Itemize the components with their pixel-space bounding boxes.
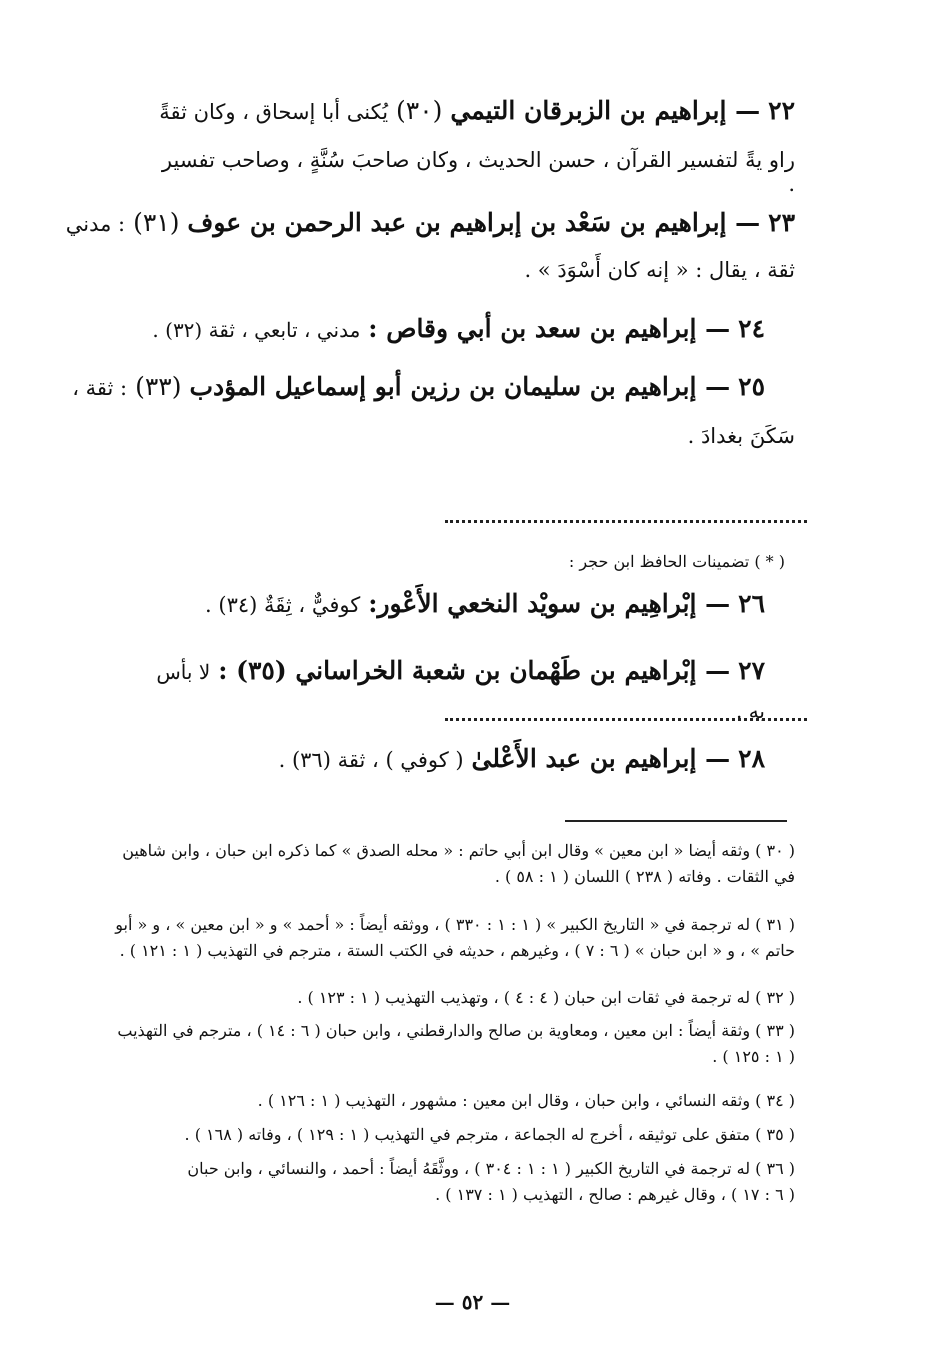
entry-text: : مدني <box>65 212 126 236</box>
entry-number: ٢٨ <box>738 744 765 773</box>
entry-22: ٢٢ — إبراهيم بن الزبرقان التيمي (٣٠) يُكنى أبا إسحاق ، وكان ثقةً <box>159 96 795 125</box>
entry-25: ٢٥ — إبراهيم بن سليمان بن رزين أبو إسماعيل المؤدب (٣٣) : ثقة ، <box>72 372 765 401</box>
entry-name: إبْراهِيم بن سويْد النخعي الأَعْور: <box>368 589 697 618</box>
entry-text: كوفيٌّ ، ثِقَةٌ (٣٤) . <box>205 593 361 617</box>
entry-name: إبراهيم بن سعد بن أبي وقاص : <box>368 314 697 343</box>
entry-ref: (٣٣) <box>135 372 182 401</box>
entry-27: ٢٧ — إبْراهيم بن طَهْمان بن شعبة الخراساني (٣٥) : لا بأس به . <box>156 656 765 723</box>
footnote-31: ( ٣١ ) له ترجمة في « التاريخ الكبير » ( ١ : ١ : ٣٣٠ ) ، ووثقه أيضاً : « أحمد » و « ابن معين » ، و « أبو حاتم » ، و « ابن حبان » ( ٦ : ٧ ) ، وغيرهم ، حديثه في الكتب الستة ، مترجم في التهذيب ( ١ : ١٢١ ) . <box>115 915 795 960</box>
footnote-36: ( ٣٦ ) له ترجمة في التاريخ الكبير ( ١ : ١ : ٣٠٤ ) ، ووثَّقَهُ أيضاً : أحمد ، والنسائي ، وابن حبان ( ٦ : ١٧ ) ، وقال غيرهم : صالح ، التهذيب ( ١ : ١٣٧ ) . <box>187 1159 795 1204</box>
entry-text: ( كوفي ) ، ثقة (٣٦) . <box>278 748 464 772</box>
entry-ref: (٣٠) <box>396 96 443 125</box>
entry-text: يُكنى أبا إسحاق ، وكان ثقةً <box>159 100 389 124</box>
entry-text: : ثقة ، <box>72 376 128 400</box>
footnote-rule <box>565 820 787 822</box>
entry-26: ٢٦ — إبْراهِيم بن سويْد النخعي الأَعْور: كوفيٌّ ، ثِقَةٌ (٣٤) . <box>205 589 765 618</box>
footnote-30: ( ٣٠ ) وثقه أيضا « ابن معين » وقال ابن أبي حاتم : « محله الصدق » كما ذكره ابن حبان ، وابن شاهين في الثقات . وفاته ( ٢٣٨ ) اللسان ( ١ : ٥٨ ) . <box>122 841 795 886</box>
dotted-separator <box>445 718 807 721</box>
entry-number: ٢٥ <box>738 372 765 401</box>
entry-number: ٢٤ <box>738 314 765 343</box>
footnote-34: ( ٣٤ ) وثقه النسائي ، وابن حبان ، وقال ابن معين : مشهور ، التهذيب ( ١ : ١٢٦ ) . <box>257 1091 795 1110</box>
footnote-33: ( ٣٣ ) وثقة أيضاً : ابن معين ، ومعاوية بن صالح والدارقطني ، وابن حبان ( ٦ : ١٤ ) ، مترجم في التهذيب ( ١ : ١٢٥ ) . <box>117 1021 795 1066</box>
entry-name: إبراهيم بن سَعْد بن إبراهيم بن عبد الرحمن بن عوف <box>187 208 727 237</box>
entry-23-continuation: ثقة ، يقال : « إنه كان أَسْوَدَ » . <box>524 258 795 282</box>
entry-number: ٢٢ <box>768 96 795 125</box>
footnote-32: ( ٣٢ ) له ترجمة في ثقات ابن حبان ( ٤ : ٤ ) ، وتهذيب التهذيب ( ١ : ١٢٣ ) . <box>297 988 795 1007</box>
insert-note-label: ( * ) تضمينات الحافظ ابن حجر : <box>568 552 785 571</box>
dotted-separator <box>445 520 807 523</box>
entry-number: ٢٣ <box>768 208 795 237</box>
page-number: — ٥٢ — <box>434 1290 511 1314</box>
entry-name: إبراهيم بن عبد الأَعْلىٰ <box>471 744 697 773</box>
entry-text: مدني ، تابعي ، ثقة (٣٢) . <box>152 318 361 342</box>
entry-number: ٢٧ <box>738 656 765 685</box>
entry-name: إبراهيم بن سليمان بن رزين أبو إسماعيل المؤدب <box>189 372 697 401</box>
entry-23: ٢٣ — إبراهيم بن سَعْد بن إبراهيم بن عبد الرحمن بن عوف (٣١) : مدني <box>65 208 795 237</box>
entry-25-continuation: سَكَنَ بغدادَ . <box>687 424 795 448</box>
entry-name: إبْراهيم بن طَهْمان بن شعبة الخراساني (٣٥) : <box>218 656 697 685</box>
entry-22-continuation: راو يةً لتفسير القرآن ، حسن الحديث ، وكان صاحبَ سُنَّةٍ ، وصاحب تفسير . <box>161 148 795 196</box>
entry-text: لا بأس به . <box>156 660 765 723</box>
entry-ref: (٣١) <box>133 208 180 237</box>
footnote-35: ( ٣٥ ) متفق على توثيقه ، أخرج له الجماعة ، مترجم في التهذيب ( ١ : ١٢٩ ) ، وفاته ( ١٦٨ ) . <box>184 1125 795 1144</box>
entry-24: ٢٤ — إبراهيم بن سعد بن أبي وقاص : مدني ، تابعي ، ثقة (٣٢) . <box>152 314 765 343</box>
entry-28: ٢٨ — إبراهيم بن عبد الأَعْلىٰ ( كوفي ) ، ثقة (٣٦) . <box>278 744 765 773</box>
entry-number: ٢٦ <box>738 589 765 618</box>
entry-name: إبراهيم بن الزبرقان التيمي <box>450 96 727 125</box>
